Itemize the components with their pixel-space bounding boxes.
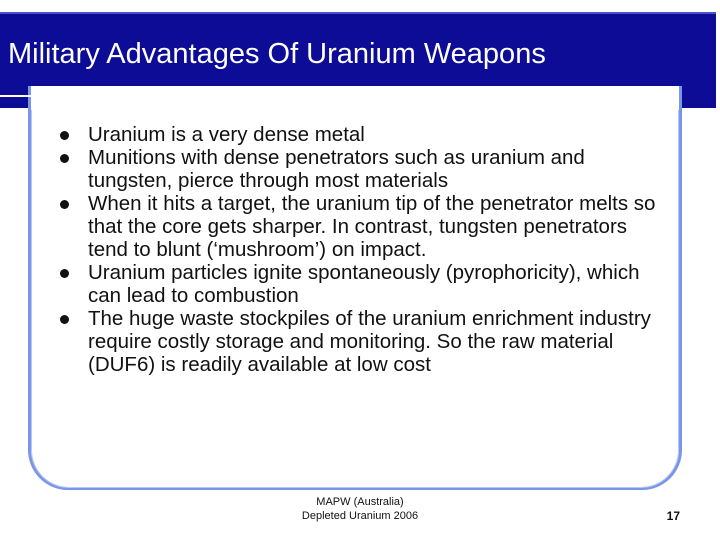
title-bar-top-line: [0, 12, 716, 14]
bullet-item: [60, 261, 660, 307]
bullet-dot-icon: [60, 315, 69, 324]
footer-line-event: Depleted Uranium 2006: [301, 510, 419, 522]
bullet-text: Uranium particles ignite spontaneously (pyrophoricity), which can lead to combustion: [88, 261, 640, 307]
footer-credit: [270, 495, 450, 523]
slide-title: Military Advantages Of Uranium Weapons: [8, 38, 546, 70]
bullet-dot-icon: [60, 200, 69, 209]
bullet-list: [60, 123, 660, 376]
title-underline: [0, 95, 636, 97]
bullet-dot-icon: [60, 154, 69, 163]
bullet-text: The huge waste stockpiles of the uranium enrichment industry require costly storage and monitoring. So the raw material (DUF6) is readily available at low cost: [88, 307, 651, 376]
page-number: 17: [666, 509, 680, 523]
bullet-text: When it hits a target, the uranium tip of the penetrator melts so that the core gets sharper. In contrast, tungsten penetrators tend to blunt (‘mushroom’) on impact.: [88, 192, 656, 261]
footer-line-organization: MAPW (Australia): [316, 496, 404, 508]
bullet-text: Munitions with dense penetrators such as uranium and tungsten, pierce through most materials: [88, 146, 585, 192]
bullet-item: [60, 123, 660, 146]
bullet-item: [60, 307, 660, 376]
bullet-item: [60, 192, 660, 261]
bullet-dot-icon: [60, 269, 69, 278]
bullet-text: Uranium is a very dense metal: [88, 123, 365, 146]
bullet-item: [60, 146, 660, 192]
bullet-dot-icon: [60, 131, 69, 140]
